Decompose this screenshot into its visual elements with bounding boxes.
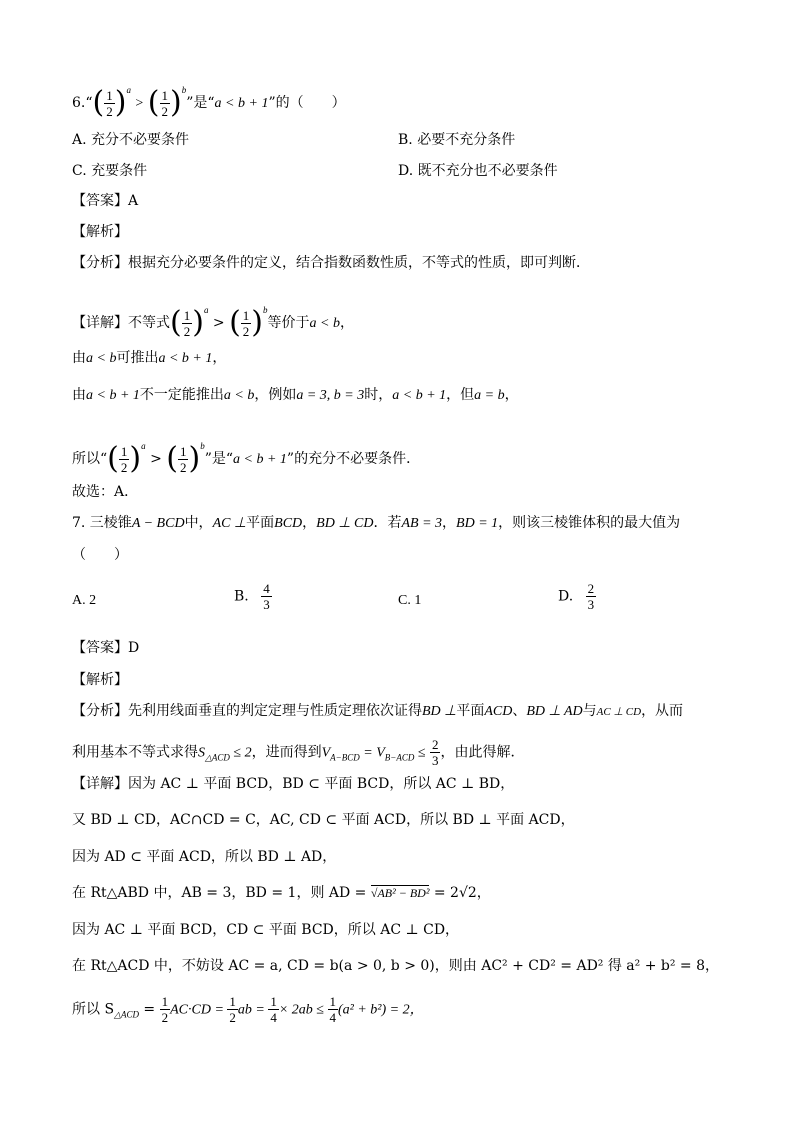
frac-den: 2: [106, 103, 113, 119]
text: 中，: [184, 515, 213, 531]
detail-tag: 【详解】: [72, 315, 128, 331]
text: 时，: [364, 387, 393, 403]
q7-fenxi-line-2: [72, 737, 524, 768]
q7-option-d: [558, 581, 596, 612]
q7-stem-line-1: [72, 513, 680, 534]
answer-value: D: [128, 640, 140, 656]
q7-fenxi-line-1: [72, 701, 683, 722]
text: 不一定能推出: [139, 387, 224, 403]
fraction: [328, 994, 339, 1025]
frac-den: 2: [161, 103, 168, 119]
frac-num: 1: [183, 307, 191, 323]
exponent-b: b: [263, 305, 268, 315]
detail-tag: 【详解】: [72, 776, 128, 792]
question-number: 6.: [72, 95, 86, 111]
paren-open: (: [166, 441, 178, 476]
q7-option-b: [234, 581, 272, 612]
q6-detail-line-3: [72, 385, 519, 406]
q6-choose: 故选：A．: [72, 484, 139, 500]
math-expr: = V: [359, 745, 385, 761]
math-expr: BCD: [274, 516, 303, 531]
gt-sign: >: [212, 315, 225, 331]
q7-option-c: C. 1: [398, 593, 422, 608]
text: 在 Rt△ABD 中，AB = 3，BD = 1，则 AD =: [72, 885, 371, 901]
q7-detail-line-4: [72, 883, 491, 903]
fraction-half: [104, 88, 115, 119]
paren-close: ): [129, 441, 142, 476]
math-expr: a = b: [474, 388, 505, 403]
math-expr: BD ⊥: [422, 704, 457, 719]
paren-open: (: [170, 305, 182, 340]
frac-den: 2: [183, 323, 191, 339]
math-expr: ≤: [414, 745, 426, 761]
q6-detail-line-2: [72, 348, 226, 369]
frac-num: 1: [161, 87, 168, 103]
answer-tag: 【答案】: [72, 193, 128, 209]
text: 、: [512, 703, 527, 719]
paren-open: (: [147, 85, 160, 120]
text: 可推出: [116, 350, 159, 366]
q6-answer: [72, 191, 138, 211]
subscript: A−BCD: [330, 752, 360, 763]
paren-close: ): [170, 85, 182, 120]
q7-detail-line-3: 因为 AD ⊂ 平面 ACD，所以 BD ⊥ AD，: [72, 849, 337, 865]
option-fraction: [261, 581, 272, 612]
q7-detail-line-2: 又 BD ⊥ CD，AC∩CD = C，AC, CD ⊂ 平面 ACD，所以 BD ⊥ 平面 ACD，: [72, 812, 575, 828]
text: =: [138, 1001, 160, 1018]
exponent-a: a: [141, 441, 146, 451]
frac-num: 1: [229, 994, 236, 1009]
frac-num: 1: [161, 994, 169, 1009]
frac-num: 2: [431, 737, 439, 752]
q7-answer: [72, 638, 139, 658]
text: 由: [72, 350, 86, 366]
detail-text: 等价于: [267, 315, 310, 331]
frac-num: 1: [179, 443, 187, 459]
q6-detail-line-4: [72, 436, 420, 475]
math-expr: × 2ab ≤: [278, 1002, 328, 1018]
frac-den: 4: [329, 1010, 336, 1025]
text: = 2√2，: [429, 885, 491, 901]
q7-option-a: A. 2: [72, 593, 97, 608]
text: ，但: [446, 387, 475, 403]
q6-option-c: C. 充要条件: [72, 163, 148, 179]
paren-close: ): [251, 305, 264, 340]
math-expr: a < b + 1: [233, 452, 287, 467]
q6-option-a: A. 充分不必要条件: [72, 132, 190, 148]
text: 平面: [246, 515, 275, 531]
fraction-half: [119, 444, 130, 475]
exponent-a: a: [203, 305, 209, 315]
punct: ，: [212, 350, 227, 366]
q7-analysis-tag: 【解析】: [72, 672, 128, 688]
subscript: △ACD: [114, 1009, 139, 1020]
math-expr: ACD: [484, 704, 513, 719]
gt-sign: >: [150, 451, 162, 467]
sqrt-expr: √AB² − BD²: [370, 886, 430, 900]
paren-open: (: [92, 85, 105, 120]
paren-open: (: [107, 441, 119, 476]
text: ，: [442, 515, 457, 531]
math-expr: (a² + b²) = 2，: [338, 1002, 424, 1018]
frac-den: 3: [431, 753, 439, 768]
q7-detail-line-7: [72, 994, 424, 1025]
q6-option-d: D. 既不充分也不必要条件: [398, 163, 558, 179]
math-expr: BD ⊥ AD: [526, 704, 583, 719]
paren-close: ): [192, 305, 204, 340]
text: ，例如: [254, 387, 297, 403]
math-expr: ≤ 2: [229, 745, 252, 761]
fraction: [430, 737, 441, 768]
stem-mid: ”是“: [186, 95, 215, 111]
math-expr: a = 3, b = 3: [296, 388, 365, 403]
fenxi-text: 根据充分必要条件的定义，结合指数函数性质，不等式的性质，即可判断．: [128, 255, 590, 271]
q6-analysis-tag: 【解析】: [72, 224, 128, 240]
fraction-half: [182, 308, 193, 339]
fenxi-tag: 【分析】: [72, 703, 128, 719]
math-expr: a < b: [86, 351, 117, 366]
math-expr: BD = 1: [456, 516, 499, 531]
quote-open: “: [85, 95, 93, 111]
math-expr: a < b + 1: [86, 388, 140, 403]
detail-text: 不等式: [128, 315, 170, 331]
frac-num: 1: [106, 87, 113, 103]
text: 7. 三棱锥: [72, 515, 132, 531]
condition: a < b + 1: [214, 96, 269, 111]
q6-detail-line-1: [72, 300, 354, 339]
text: ，则该三棱锥体积的最大值为: [498, 515, 681, 531]
frac-num: 1: [270, 994, 277, 1009]
math-expr: BD ⊥ CD: [316, 516, 374, 531]
fraction-half: [178, 444, 189, 475]
gt-sign: >: [135, 96, 144, 111]
math-expr: S: [198, 745, 205, 761]
punct: ，: [339, 315, 354, 331]
text: 利用基本不等式求得: [72, 744, 198, 761]
text: 因为 AC ⊥ 平面 BCD，BD ⊂ 平面 BCD，所以 AC ⊥ BD，: [128, 776, 515, 792]
frac-den: 3: [587, 597, 595, 612]
fraction: [268, 994, 279, 1025]
text: ，: [302, 515, 317, 531]
exponent-b: b: [200, 441, 205, 451]
math-expr: A − BCD: [131, 516, 185, 531]
text: ，进而得到: [251, 744, 322, 761]
frac-den: 2: [161, 1010, 169, 1025]
text: 所以“: [72, 451, 108, 467]
math-expr: AC ⊥: [212, 516, 247, 531]
q7-detail-line-1: [72, 774, 514, 794]
math-expr: AC ⊥ CD: [596, 706, 642, 718]
exponent-a: a: [126, 85, 131, 95]
frac-num: 2: [587, 581, 595, 596]
frac-den: 4: [270, 1010, 277, 1025]
text: ”的充分不必要条件．: [286, 451, 421, 467]
frac-num: 1: [242, 307, 250, 323]
frac-den: 3: [263, 597, 270, 612]
text: ．若: [373, 515, 402, 531]
text: 所以 S: [72, 1001, 115, 1018]
fraction: [227, 994, 238, 1025]
math-expr: a < b: [223, 388, 255, 403]
q7-detail-line-5: 因为 AC ⊥ 平面 BCD，CD ⊂ 平面 BCD，所以 AC ⊥ CD，: [72, 922, 460, 938]
fraction: [160, 994, 171, 1025]
fraction-half: [241, 308, 252, 339]
frac-den: 2: [242, 323, 250, 339]
answer-value: A: [128, 193, 139, 209]
frac-den: 2: [229, 1010, 236, 1025]
paren-close: ): [114, 85, 127, 120]
math-expr: a < b + 1: [392, 388, 447, 403]
text: 先利用线面垂直的判定定理与性质定理依次证得: [128, 703, 422, 719]
q6-fenxi: [72, 253, 590, 273]
math-expr: V: [321, 745, 331, 761]
paren-close: ): [188, 441, 201, 476]
exponent-b: b: [181, 85, 187, 95]
text: ”是“: [204, 451, 234, 467]
fenxi-tag: 【分析】: [72, 255, 128, 271]
math-expr: ab =: [237, 1002, 269, 1018]
q6-option-b: B. 必要不充分条件: [398, 132, 516, 148]
q6-stem: [72, 80, 346, 119]
math-expr: a < b: [309, 316, 340, 331]
frac-num: 1: [329, 994, 336, 1009]
q7-stem-line-2: （ ）: [72, 547, 128, 563]
punct: ，: [504, 387, 519, 403]
q7-detail-line-6: 在 Rt△ACD 中，不妨设 AC = a, CD = b(a > 0, b > 0)，则由 AC² + CD² = AD² 得 a² + b² = 8，: [72, 958, 720, 974]
text: 与: [582, 703, 597, 719]
stem-end: ”的（ ）: [268, 95, 346, 111]
text: ，由此得解．: [440, 744, 525, 761]
frac-num: 4: [263, 581, 270, 596]
text: ，从而: [641, 703, 684, 719]
subscript: △ACD: [205, 752, 230, 763]
option-label: B.: [234, 588, 249, 605]
math-expr: a < b + 1: [158, 351, 213, 366]
frac-den: 2: [179, 459, 187, 475]
frac-den: 2: [120, 459, 128, 475]
frac-num: 1: [120, 443, 128, 459]
option-fraction: [586, 581, 597, 612]
answer-tag: 【答案】: [72, 640, 128, 656]
math-expr: AC·CD =: [170, 1002, 228, 1018]
text: 平面: [456, 703, 485, 719]
math-expr: AB = 3: [401, 516, 443, 531]
paren-open: (: [229, 305, 241, 340]
fraction-half: [160, 88, 171, 119]
option-label: D.: [558, 588, 574, 605]
subscript: B−ACD: [384, 752, 415, 763]
text: 由: [72, 387, 86, 403]
